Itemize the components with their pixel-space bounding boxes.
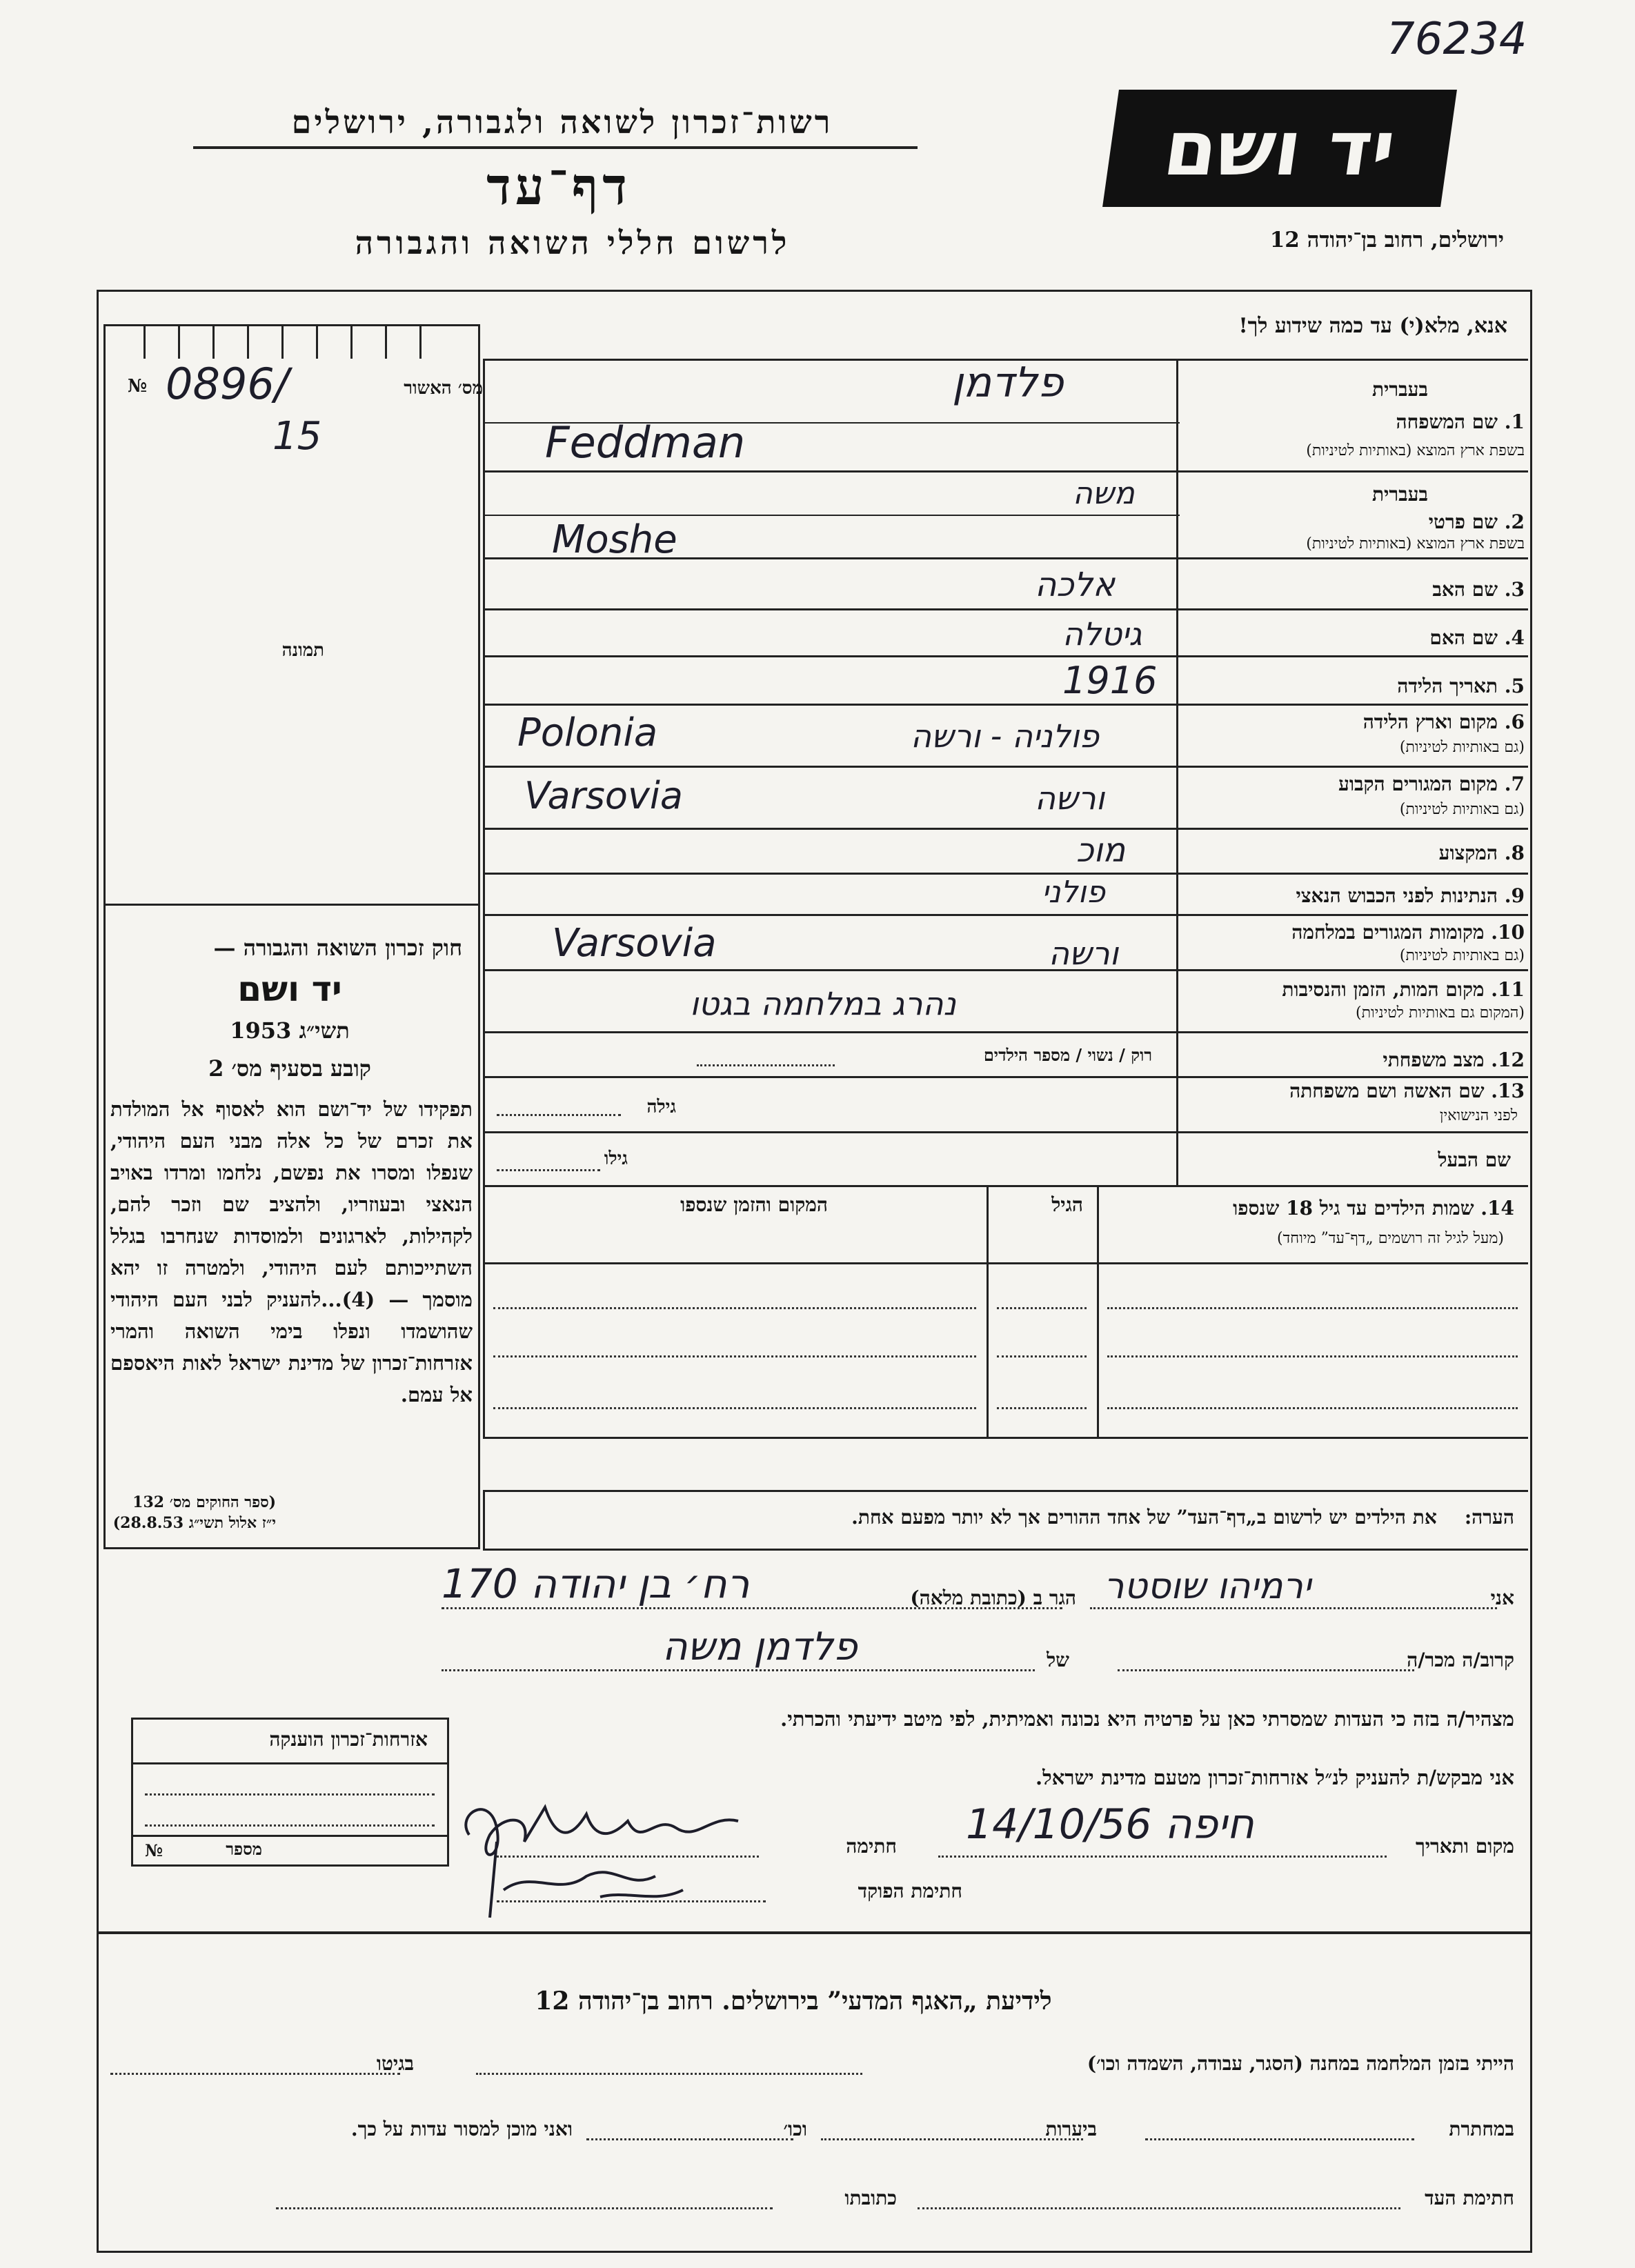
clerk-signature-label: חתימת הפוקד (858, 1880, 962, 1902)
law-source-date: י״ז אלול תשי״ג 28.8.53) (112, 1514, 276, 1532)
field1-hebrew-value[interactable]: פלדמן (952, 359, 1064, 407)
field3-num: 3. (1504, 578, 1525, 601)
resident-label: הגר ב (כתובת מלאה) (910, 1586, 1076, 1609)
place-date-label: מקום ותאריך (1415, 1835, 1514, 1858)
page-subtitle: לרשום חללי השואה והגבורה (355, 224, 791, 261)
field10-value[interactable]: ורשה (1049, 935, 1119, 972)
field11-num: 11. (1491, 978, 1525, 1001)
footer-line1-end: בגיטו (376, 2052, 414, 2075)
signature-label: חתימה (846, 1835, 897, 1858)
field1-num: 1. (1504, 410, 1525, 433)
page-title: דף־עד (486, 157, 631, 217)
approval-prefix: № (128, 376, 148, 397)
field4-value[interactable]: גיטלה (1062, 615, 1142, 653)
logo-text: יד ושם (1158, 104, 1401, 192)
footer-heading: לידיעת „האגף המדעי” בירושלים. רחוב בן־יהודה 12 (535, 1987, 1052, 2016)
children-col-age: הגיל (1051, 1193, 1083, 1216)
field10-label-text: מקומות המגורים במלחמה (1291, 921, 1485, 944)
field1-label (1396, 410, 1525, 434)
field3-value[interactable]: אלכה (1035, 566, 1116, 604)
request-text: אני מבקש/ת להעניק לנ״ל אזרחות־זכרון מטעם מדינת ישראל. (1036, 1766, 1514, 1789)
field13-sub: לפני הנישואין (1439, 1107, 1518, 1124)
field11-label (1282, 978, 1525, 1002)
field10-num: 10. (1491, 921, 1525, 944)
of-label: של (1047, 1649, 1069, 1671)
field6-latin-value[interactable]: Polonia (517, 710, 658, 755)
field12-label-text: מצב משפחתי (1383, 1048, 1485, 1071)
footer-underground: במחתרת (1449, 2118, 1514, 2140)
field7-num: 7. (1504, 773, 1525, 795)
field8-label (1439, 842, 1525, 865)
field12-label (1383, 1048, 1525, 1072)
children-label-text: שמות הילדים עד גיל 18 שנספו (1233, 1197, 1474, 1220)
relative-label: קרוב/ה מכר/ה (1407, 1649, 1514, 1671)
field2-hebrew-label: בעברית (1371, 483, 1428, 506)
field1-native-label: בשפת ארץ המוצא (באותיות לטיניות) (1306, 442, 1525, 459)
approval-label: מס׳ האשור (404, 378, 483, 399)
field7-latin-value[interactable]: Varsovia (524, 774, 684, 817)
field2-native-label: בשפת ארץ המוצא (באותיות לטיניות) (1306, 535, 1525, 553)
field6-value[interactable]: פולניה - ורשה (911, 717, 1100, 755)
field13-age-label: גילה (646, 1097, 676, 1117)
field8-label-text: המקצוע (1438, 842, 1498, 864)
field4-label (1429, 626, 1525, 650)
footer-address: כתובתו (844, 2187, 897, 2209)
field10-sub: (גם באותיות לטיניות) (1399, 947, 1525, 964)
field10-label (1291, 921, 1525, 944)
law-text: תפקידו של יד־ושם הוא לאסוף אל המולדת את זכרם של כל אלה מבני העם היהודי, שנפלו ומסרו את נפשם, נלחמו ומרדו באויב הנאצי ובעוזריו, ולהציב שם וזכר להם, לקהילות, לארגונים ולמוסדות שנחרבו בגלל השתייכותם לעם היהודי, ולמטרה זו יהא מוסמך — (4)...להעניק לבני העם היהודי שהושמדו ונפלו בימי השואה והמרי אזרחות־זכרון של מדינת ישראל לאות היאספם אל עמם. (110, 1097, 473, 1406)
field1-hebrew-label: בעברית (1371, 378, 1428, 401)
law-source: (ספר החוקים מס׳ 132 (132, 1493, 276, 1511)
footer-etc: וכו׳ (783, 2118, 807, 2140)
field5-value[interactable]: 1916 (1062, 659, 1158, 702)
field2-label-text: שם פרטי (1428, 510, 1498, 533)
field1-label-text: שם המשפחה (1396, 410, 1498, 433)
children-label (1233, 1197, 1514, 1220)
field7-sub: (גם באותיות לטיניות) (1399, 801, 1525, 818)
field6-label-text: מקום וארץ הלידה (1362, 710, 1498, 733)
statement-text: מצהיר/ה בזה כי העדות שמסרתי כאן על פרטיה היא נכונה ואמיתית, לפי מיטב ידיעתי והכרתי. (780, 1707, 1514, 1731)
photo-label: תמונה (281, 640, 324, 661)
field7-value[interactable]: ורשה (1035, 779, 1105, 817)
husband-age-label: גילו (604, 1148, 628, 1169)
authority-name: רשות־זכרון לשואה ולגבורה, ירושלים (291, 103, 833, 141)
children-num: 14. (1480, 1197, 1514, 1220)
field6-num: 6. (1504, 710, 1525, 733)
approval-number: 0896/ (166, 359, 289, 409)
witness-address[interactable]: רח׳ בן יהודה 170 (442, 1560, 750, 1607)
relative-of-value[interactable]: פלדמן משה (662, 1624, 858, 1669)
note-text (851, 1506, 1514, 1529)
field11-sub: (המקום גם באותיות לטיניות) (1356, 1004, 1525, 1022)
approval-number-2: 15 (272, 414, 322, 459)
field4-label-text: שם האם (1429, 626, 1498, 649)
place-date-value[interactable]: חיפה 14/10/56 (966, 1800, 1254, 1849)
law-section: קובע בסעיף מס׳ 2 (208, 1055, 371, 1082)
field12-num: 12. (1491, 1048, 1525, 1071)
note-body: את הילדים יש לרשום ב„דף־העד” של אחד ההורים אך לא יותר מפעם אחת. (851, 1506, 1437, 1529)
field1-latin-value[interactable]: Feddman (545, 417, 746, 468)
law-year: תשי״ג 1953 (230, 1017, 350, 1044)
field5-num: 5. (1504, 675, 1525, 697)
approval-ticks (123, 324, 468, 359)
citizenship-title: אזרחות־זכרון הוענקה (269, 1728, 428, 1751)
field2-latin-value[interactable]: Moshe (552, 517, 677, 562)
witness-name[interactable]: ירמיהו שוסטר (1104, 1566, 1311, 1607)
field2-label (1429, 510, 1525, 534)
children-sub: (מעל לגיל זה רושמים „דף־עד” מיוחד) (1277, 1230, 1504, 1247)
field11-label-text: מקום המות, הזמן והנסיבות (1282, 978, 1485, 1001)
field3-label-text: שם האב (1432, 578, 1498, 601)
field9-label (1296, 884, 1525, 908)
children-col-place: המקום והזמן שנספו (680, 1193, 828, 1216)
citizenship-number-prefix: № (145, 1840, 164, 1860)
field9-num: 9. (1504, 884, 1525, 907)
field13-label-text: שם האשה ושם משפחתה (1289, 1080, 1485, 1102)
law-title: חוק זכרון השואה והגבורה — (213, 935, 462, 961)
yad-vashem-logo (1102, 90, 1457, 207)
field7-label-text: מקום המגורים הקבוע (1338, 773, 1498, 795)
field7-label (1338, 773, 1525, 796)
field9-value[interactable]: פולני (1042, 875, 1105, 910)
field8-num: 8. (1504, 842, 1525, 864)
footer-forests: ביערות (1045, 2118, 1097, 2140)
decl-i-label: אני (1490, 1586, 1514, 1609)
field2-hebrew-value[interactable]: משה (1073, 476, 1135, 511)
field3-label (1432, 578, 1525, 601)
footer-witness-signature: חתימת העד (1425, 2187, 1514, 2209)
law-name: יד ושם (237, 969, 342, 1009)
instruction-text: אנא, מלא(י) עד כמה שידוע לך! (1238, 314, 1507, 338)
field2-num: 2. (1504, 510, 1525, 533)
field13-label (1289, 1080, 1525, 1103)
field6-label (1363, 710, 1525, 734)
field13-num: 13. (1491, 1080, 1525, 1102)
field5-label (1397, 675, 1525, 698)
citizenship-number-label: מספר (226, 1839, 262, 1859)
field6-sub: (גם באותיות לטיניות) (1399, 739, 1525, 756)
field8-value[interactable]: מוכ (1076, 831, 1126, 870)
note-label: הערה: (1464, 1506, 1514, 1529)
field10-latin-value[interactable]: Varsovia (552, 921, 717, 966)
husband-label: שם הבעל (1438, 1148, 1511, 1171)
reference-number: 76234 (1387, 14, 1527, 65)
field4-num: 4. (1504, 626, 1525, 649)
field12-options[interactable]: רוק / נשוי / מספר הילדים (983, 1045, 1152, 1065)
footer-line1: הייתי בזמן המלחמה במחנה (הסגר, עבודה, השמדה וכו׳) (1087, 2052, 1514, 2075)
field5-label-text: תאריך הלידה (1397, 675, 1498, 697)
field11-value[interactable]: נהרג במלחמה בגטו (690, 985, 956, 1022)
logo-address: ירושלים, רחוב בן־יהודה 12 (1269, 228, 1504, 252)
footer-ready: ואני מוכן למסור עדות על כך. (350, 2118, 573, 2140)
field9-label-text: הנתינות לפני הכבוש הנאצי (1296, 884, 1498, 907)
witness-signature (448, 1787, 780, 1924)
